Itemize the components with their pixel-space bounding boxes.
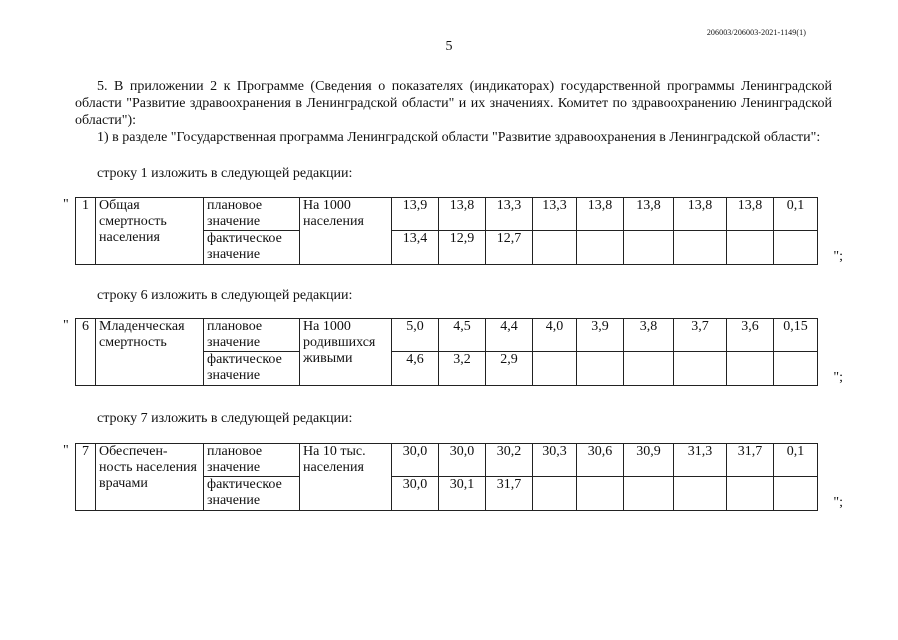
plan-value: 13,8 — [577, 198, 624, 231]
fact-value — [774, 352, 818, 386]
plan-value: 31,3 — [674, 444, 727, 477]
fact-value: 2,9 — [486, 352, 533, 386]
plan-label: плановое значение — [204, 319, 300, 352]
plan-value: 30,6 — [577, 444, 624, 477]
fact-value — [533, 231, 577, 265]
plan-value: 4,5 — [439, 319, 486, 352]
row-number: 7 — [76, 444, 96, 511]
indicator-name: Общая смертность населения — [96, 198, 204, 265]
fact-value — [774, 231, 818, 265]
page-number: 5 — [445, 39, 453, 54]
row-number: 1 — [76, 198, 96, 265]
plan-value: 31,7 — [727, 444, 774, 477]
row-block-1 — [63, 197, 843, 269]
row-number: 6 — [76, 319, 96, 386]
plan-value: 0,1 — [774, 198, 818, 231]
plan-value: 0,1 — [774, 444, 818, 477]
fact-value — [674, 477, 727, 511]
fact-value — [674, 352, 727, 386]
fact-label: фактическое значение — [204, 477, 300, 511]
fact-value — [674, 231, 727, 265]
fact-value — [774, 477, 818, 511]
plan-value: 30,2 — [486, 444, 533, 477]
quote-close: "; — [833, 249, 843, 264]
item-1: 1) в разделе "Государственная программа Ленинградской области "Развитие здравоохранения в Ленинградской области": — [97, 130, 821, 145]
block-caption-1: строку 1 изложить в следующей редакции: — [97, 166, 353, 181]
fact-value — [624, 352, 674, 386]
plan-value: 5,0 — [392, 319, 439, 352]
unit: На 1000 родившихся живыми — [300, 319, 392, 386]
plan-value: 13,8 — [674, 198, 727, 231]
plan-value: 13,8 — [624, 198, 674, 231]
plan-value: 13,8 — [727, 198, 774, 231]
fact-label: фактическое значение — [204, 352, 300, 386]
plan-label: плановое значение — [204, 444, 300, 477]
fact-value — [727, 231, 774, 265]
indicator-table-row-1 — [75, 197, 818, 265]
plan-value: 3,8 — [624, 319, 674, 352]
fact-value — [533, 477, 577, 511]
plan-value: 30,3 — [533, 444, 577, 477]
fact-label: фактическое значение — [204, 231, 300, 265]
fact-value: 12,9 — [439, 231, 486, 265]
row-block-6 — [63, 318, 843, 390]
fact-value: 31,7 — [486, 477, 533, 511]
fact-value: 30,0 — [392, 477, 439, 511]
plan-value: 30,9 — [624, 444, 674, 477]
fact-value: 13,4 — [392, 231, 439, 265]
plan-value: 4,4 — [486, 319, 533, 352]
unit: На 1000 населения — [300, 198, 392, 265]
quote-open: " — [63, 443, 69, 458]
plan-value: 4,0 — [533, 319, 577, 352]
indicator-table-row-6 — [75, 318, 818, 386]
indicator-name: Младенческая смертность — [96, 319, 204, 386]
quote-open: " — [63, 197, 69, 212]
plan-value: 13,3 — [486, 198, 533, 231]
fact-value — [624, 231, 674, 265]
quote-close: "; — [833, 495, 843, 510]
document-id: 206003/206003-2021-1149(1) — [706, 28, 806, 37]
fact-value — [577, 477, 624, 511]
plan-value: 0,15 — [774, 319, 818, 352]
fact-value — [577, 231, 624, 265]
unit: На 10 тыс. населения — [300, 444, 392, 511]
plan-label: плановое значение — [204, 198, 300, 231]
fact-value — [727, 477, 774, 511]
fact-value — [727, 352, 774, 386]
plan-value: 13,8 — [439, 198, 486, 231]
plan-value: 13,9 — [392, 198, 439, 231]
fact-value: 30,1 — [439, 477, 486, 511]
fact-value: 12,7 — [486, 231, 533, 265]
plan-value: 3,9 — [577, 319, 624, 352]
quote-open: " — [63, 318, 69, 333]
row-block-7 — [63, 443, 843, 515]
block-caption-6: строку 6 изложить в следующей редакции: — [97, 288, 353, 303]
fact-value — [624, 477, 674, 511]
plan-value: 3,6 — [727, 319, 774, 352]
fact-value: 4,6 — [392, 352, 439, 386]
plan-value: 30,0 — [439, 444, 486, 477]
indicator-name: Обеспечен-ность населения врачами — [96, 444, 204, 511]
quote-close: "; — [833, 370, 843, 385]
fact-value — [533, 352, 577, 386]
plan-value: 13,3 — [533, 198, 577, 231]
plan-value: 30,0 — [392, 444, 439, 477]
block-caption-7: строку 7 изложить в следующей редакции: — [97, 411, 353, 426]
fact-value: 3,2 — [439, 352, 486, 386]
paragraph-5: 5. В приложении 2 к Программе (Сведения о показателях (индикаторах) государственной программы Ленинградской области "Развитие здравоохранения в Ленинградской области" и их значениях. Комитет по здравоохранению Ленинградской области"): — [75, 79, 832, 128]
plan-value: 3,7 — [674, 319, 727, 352]
fact-value — [577, 352, 624, 386]
indicator-table-row-7 — [75, 443, 818, 511]
